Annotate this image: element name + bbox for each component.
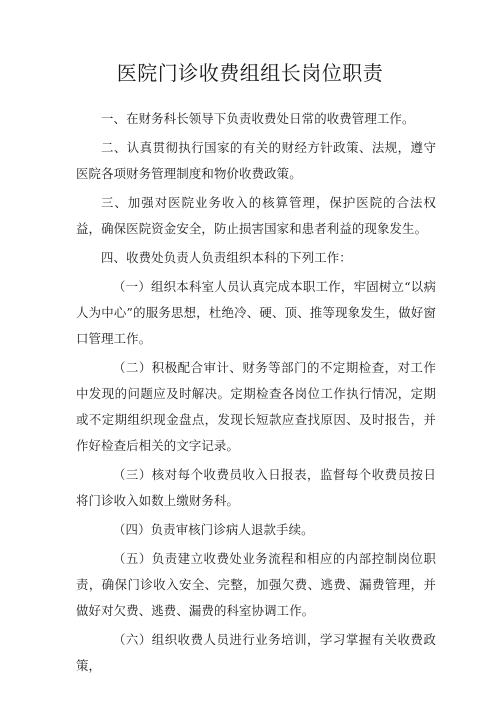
sub-item-4: （四）负责审核门诊病人退款手续。 [113, 522, 314, 537]
sub-item-6: （六）组织收费人员进行业务培训，学习掌握有关收费政策， [76, 632, 436, 673]
sub-item-2: （二）积极配合审计、财务等部门的不定期检查，对工作中发现的问题应及时解决。定期检查各岗位工作执行情况，定期或不定期组织现金盘点，发现长短款应查找原因、及时报告，并作好检查后相关的文字记录。 [76, 360, 436, 453]
paragraph-2: 二、认真贯彻执行国家的有关的财经方针政策、法规，遵守医院各项财务管理制度和物价收费政策。 [76, 140, 436, 181]
paragraph-4: 四、收费处负责人负责组织本科的下列工作： [101, 250, 352, 265]
document-title: 医院门诊收费组组长岗位职责 [116, 61, 384, 85]
paragraph-3: 三、加强对医院业务收入的核算管理，保护医院的合法权益，确保医院资金安全，防止损害国家和患者利益的现象发生。 [76, 195, 436, 236]
paragraph-1: 一、在财务科长领导下负责收费处日常的收费管理工作。 [101, 111, 415, 126]
document-body [76, 106, 436, 682]
sub-item-1: （一）组织本科室人员认真完成本职工作，牢固树立“以病人为中心”的服务思想，杜绝冷、硬、顶、推等现象发生，做好窗口管理工作。 [76, 279, 436, 346]
sub-item-3: （三）核对每个收费员收入日报表，监督每个收费员按日将门诊收入如数上缴财务科。 [76, 467, 436, 508]
sub-item-5: （五）负责建立收费处业务流程和相应的内部控制岗位职责，确保门诊收入安全、完整，加强欠费、逃费、漏费管理，并做好对欠费、逃费、漏费的科室协调工作。 [76, 551, 436, 618]
